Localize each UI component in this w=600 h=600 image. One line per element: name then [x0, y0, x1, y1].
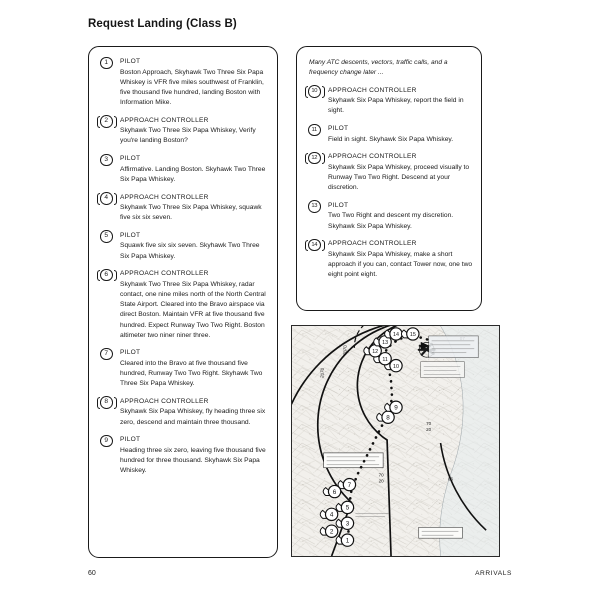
waypoint-label: 9: [394, 404, 398, 412]
speech-text: Squawk five six six seven. Skyhawk Two Three Six Papa Whiskey.: [120, 242, 260, 260]
left-exchange-list: [98, 56, 269, 476]
exchange-number: 10: [308, 85, 321, 98]
exchange-number: 7: [100, 348, 113, 361]
exchange-number: 4: [100, 192, 113, 205]
exchange-body: [120, 268, 269, 341]
speaker-label: APPROACH CONTROLLER: [328, 86, 417, 94]
svg-text:70: 70: [378, 472, 384, 478]
headset-badge-icon: [98, 192, 120, 205]
headset-badge-icon: [306, 152, 328, 165]
speaker-label: PILOT: [120, 436, 141, 444]
exchange-item: [98, 115, 269, 147]
exchange-body: [120, 230, 269, 262]
waypoint-label: 8: [386, 414, 390, 422]
speech-text: Affirmative. Landing Boston. Skyhawk Two Three Six Papa Whiskey.: [120, 165, 266, 183]
exchange-item: [98, 434, 269, 476]
speech-text: Skyhawk Six Papa Whiskey, make a short approach if you can, contact Tower now, one two eight point eight.: [328, 250, 473, 279]
speech-text: Heading three six zero, leaving five thousand five hundred for three thousand. Skyhawk Six Papa Whiskey.: [120, 446, 266, 475]
waypoint-label: 2: [329, 528, 334, 536]
exchange-number: 11: [308, 124, 321, 137]
exchange-number: 14: [308, 239, 321, 252]
exchange-item: [98, 268, 269, 341]
exchange-item: [306, 85, 473, 117]
waypoint-label: 6: [332, 488, 337, 496]
footer-section-label: ARRIVALS: [475, 570, 512, 577]
svg-text:06: 06: [447, 476, 453, 482]
map-waypoint-15[interactable]: [401, 328, 419, 340]
map-waypoint-7[interactable]: [338, 478, 356, 490]
map-waypoint-8[interactable]: [377, 411, 395, 423]
exchange-number: 8: [100, 396, 113, 409]
waypoint-label: 10: [393, 363, 399, 370]
svg-text:20: 20: [342, 349, 348, 356]
svg-text:20: 20: [426, 427, 432, 433]
exchange-number: 3: [100, 154, 113, 167]
exchange-item: [98, 192, 269, 224]
speaker-label: APPROACH CONTROLLER: [120, 397, 209, 405]
exchange-body: [328, 200, 473, 232]
circle-badge-icon: [98, 230, 120, 243]
speaker-label: PILOT: [120, 231, 141, 239]
map-waypoint-4[interactable]: [320, 508, 338, 520]
intro-note: Many ATC descents, vectors, traffic calls, and a frequency change later ...: [309, 59, 448, 76]
map-waypoint-3[interactable]: [336, 517, 354, 529]
exchange-number: 12: [308, 152, 321, 165]
speaker-label: APPROACH CONTROLLER: [328, 240, 417, 248]
svg-text:70: 70: [426, 421, 432, 427]
speech-text: Cleared into the Bravo at five thousand five hundred, Runway Two Two Right. Skyhawk Two Three Six Papa Whiskey.: [120, 359, 263, 388]
sectional-chart-map[interactable]: [291, 325, 500, 557]
exchange-body: [120, 347, 269, 389]
svg-text:70: 70: [342, 344, 348, 351]
speaker-label: PILOT: [120, 58, 141, 65]
map-waypoint-6[interactable]: [323, 485, 341, 497]
exchange-body: [328, 85, 473, 117]
speech-text: Field in sight. Skyhawk Six Papa Whiskey.: [328, 135, 454, 143]
map-waypoint-1[interactable]: [336, 534, 354, 546]
speaker-label: PILOT: [120, 155, 141, 163]
map-waypoint-9[interactable]: [385, 401, 403, 413]
exchange-body: [328, 123, 473, 145]
map-waypoint-5[interactable]: [336, 501, 354, 513]
circle-badge-icon: [306, 200, 328, 213]
exchange-item: [306, 200, 473, 232]
waypoint-label: 3: [345, 520, 350, 528]
circle-badge-icon: [306, 124, 328, 137]
speaker-label: PILOT: [328, 201, 349, 209]
page-title: Request Landing (Class B): [88, 18, 237, 30]
speech-text: Skyhawk Two Three Six Papa Whiskey, Verify you're landing Boston?: [120, 127, 256, 145]
headset-badge-icon: [98, 269, 120, 282]
speech-text: Skyhawk Six Papa Whiskey, proceed visually to Runway Two Two Right. Descend at your discretion.: [328, 163, 470, 192]
waypoint-label: 12: [372, 349, 379, 356]
speech-text: Boston Approach, Skyhawk Two Three Six Papa Whiskey is VFR five miles southwest of Franklin, five thousand five hundred, landing Boston with Information Mike.: [120, 68, 264, 107]
exchange-body: [120, 192, 269, 224]
exchange-number: 2: [100, 115, 113, 128]
exchange-body: [120, 56, 269, 108]
exchange-number: 9: [100, 435, 113, 448]
exchange-number: 13: [308, 200, 321, 213]
speech-text: Skyhawk Six Papa Whiskey, report the field in sight.: [328, 97, 464, 115]
right-transcript-panel: [296, 46, 482, 311]
waypoint-label: 7: [347, 481, 352, 489]
exchange-body: [120, 115, 269, 147]
speaker-label: APPROACH CONTROLLER: [120, 116, 209, 124]
speech-text: Skyhawk Two Three Six Papa Whiskey, squawk five six six seven.: [120, 204, 262, 222]
svg-text:20: 20: [319, 372, 326, 379]
waypoint-label: 1: [345, 537, 350, 545]
circle-badge-icon: [98, 435, 120, 448]
right-exchange-list: [306, 85, 473, 281]
exchange-item: [98, 347, 269, 389]
waypoint-label: 4: [329, 511, 334, 519]
exchange-item: [306, 123, 473, 145]
speech-text: Skyhawk Two Three Six Papa Whiskey, radar contact, one nine miles north of the North Central State Airport. Cleared into the Bravo airspace via direct Boston. Maintain VFR at five thousand five hundred. Expect Runway Two Two Right. Boston altimeter two niner niner three.: [120, 280, 266, 339]
exchange-body: [120, 434, 269, 476]
headset-badge-icon: [306, 239, 328, 252]
speaker-label: APPROACH CONTROLLER: [328, 153, 417, 161]
exchange-number: 6: [100, 269, 113, 282]
map-waypoint-14[interactable]: [385, 328, 403, 340]
speech-text: Two Two Right and descent my discretion. Skyhawk Six Papa Whiskey.: [328, 212, 454, 230]
headset-badge-icon: [98, 115, 120, 128]
waypoint-label: 15: [409, 332, 416, 339]
svg-text:20: 20: [378, 478, 384, 484]
circle-badge-icon: [98, 57, 120, 70]
waypoint-label: 13: [382, 340, 389, 347]
circle-badge-icon: [98, 348, 120, 361]
svg-text:70: 70: [319, 367, 326, 374]
waypoint-label: 11: [382, 356, 388, 363]
map-waypoint-12[interactable]: [364, 345, 382, 357]
exchange-item: [306, 151, 473, 193]
left-transcript-panel: [88, 46, 278, 558]
map-waypoint-2[interactable]: [320, 525, 338, 537]
exchange-body: [328, 238, 473, 280]
exchange-body: [120, 396, 269, 428]
exchange-body: [120, 153, 269, 185]
headset-badge-icon: [306, 85, 328, 98]
speaker-label: APPROACH CONTROLLER: [120, 270, 209, 278]
exchange-body: [328, 151, 473, 193]
sectional-chart-svg: [292, 326, 499, 556]
speaker-label: PILOT: [328, 125, 349, 133]
exchange-number: 1: [100, 57, 113, 70]
headset-badge-icon: [98, 396, 120, 409]
exchange-item: [98, 153, 269, 185]
exchange-item: [98, 56, 269, 108]
exchange-number: 5: [100, 230, 113, 243]
footer-page-number: 60: [88, 570, 96, 577]
waypoint-label: 14: [393, 332, 399, 339]
speaker-label: PILOT: [120, 349, 141, 357]
waypoint-label: 5: [345, 504, 350, 512]
speech-text: Skyhawk Six Papa Whiskey, fly heading three six zero, descend and maintain three thousand.: [120, 408, 266, 426]
exchange-item: [98, 230, 269, 262]
circle-badge-icon: [98, 154, 120, 167]
exchange-item: [306, 238, 473, 280]
exchange-item: [98, 396, 269, 428]
speaker-label: APPROACH CONTROLLER: [120, 193, 209, 201]
